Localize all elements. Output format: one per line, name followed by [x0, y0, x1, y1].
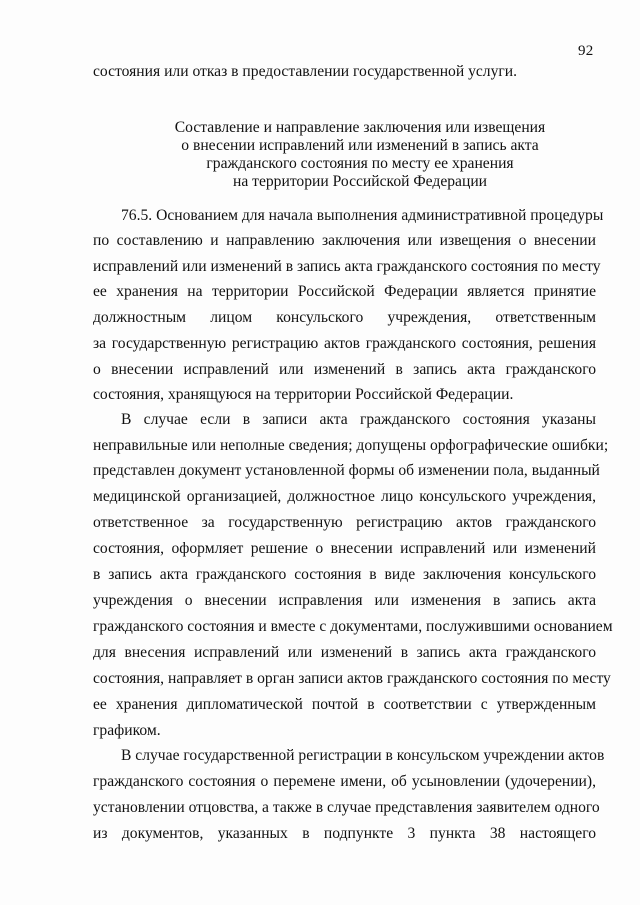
- paragraph-line: из документов, указанных в подпункте 3 пункта 38 настоящего: [93, 825, 596, 842]
- paragraph-line: графиком.: [93, 722, 161, 739]
- paragraph-line: за государственную регистрацию актов гражданского состояния, решения: [93, 335, 596, 352]
- paragraph-line: В случае если в записи акта гражданского состояния указаны: [121, 411, 596, 428]
- paragraph-line: В случае государственной регистрации в консульском учреждении актов: [121, 747, 605, 764]
- paragraph-line: исправлений или изменений в запись акта гражданского состояния по месту: [93, 258, 601, 275]
- paragraph-line: медицинской организацией, должностное лицо консульского учреждения,: [93, 488, 596, 505]
- paragraph-line: учреждения о внесении исправления или изменения в запись акта: [93, 592, 596, 609]
- paragraph-line: ее хранения дипломатической почтой в соответствии с утвержденным: [93, 696, 596, 713]
- paragraph-line: неправильные или неполные сведения; допущены орфографические ошибки;: [93, 437, 609, 454]
- paragraph-line: о внесении исправлений или изменений в запись акта гражданского: [93, 361, 596, 378]
- paragraph-line: ответственное за государственную регистрацию актов гражданского: [93, 514, 596, 531]
- paragraph-line: состояния, хранящуюся на территории Российской Федерации.: [93, 386, 514, 403]
- paragraph-line: должностным лицом консульского учреждения, ответственным: [93, 309, 596, 326]
- paragraph-line: 76.5. Основанием для начала выполнения административной процедуры: [121, 207, 604, 224]
- paragraph-line: для внесения исправлений или изменений в запись акта гражданского: [93, 644, 596, 661]
- paragraph-line: ее хранения на территории Российской Федерации является принятие: [93, 283, 596, 300]
- page-number: 92: [578, 43, 594, 59]
- top-line: состояния или отказ в предоставлении государственной услуги.: [93, 63, 518, 80]
- paragraph-line: гражданского состояния и вместе с документами, послужившими основанием: [93, 618, 613, 635]
- heading-line: на территории Российской Федерации: [232, 173, 488, 190]
- heading-line: гражданского состояния по месту ее хранения: [206, 155, 514, 172]
- paragraph-line: в запись акта гражданского состояния в виде заключения консульского: [93, 566, 596, 583]
- paragraph-line: установлении отцовства, а также в случае представления заявителем одного: [93, 799, 600, 816]
- paragraph-line: представлен документ установленной формы об изменении пола, выданный: [93, 462, 600, 479]
- paragraph-line: состояния, направляет в орган записи актов гражданского состояния по месту: [93, 670, 611, 687]
- heading-line: о внесении исправлений или изменений в запись акта: [181, 137, 539, 154]
- paragraph-line: гражданского состояния о перемене имени, об усыновлении (удочерении),: [93, 773, 596, 790]
- heading-line: Составление и направление заключения или извещения: [174, 119, 546, 136]
- paragraph-line: по составлению и направлению заключения или извещения о внесении: [93, 232, 596, 249]
- paragraph-line: состояния, оформляет решение о внесении исправлений или изменений: [93, 540, 596, 557]
